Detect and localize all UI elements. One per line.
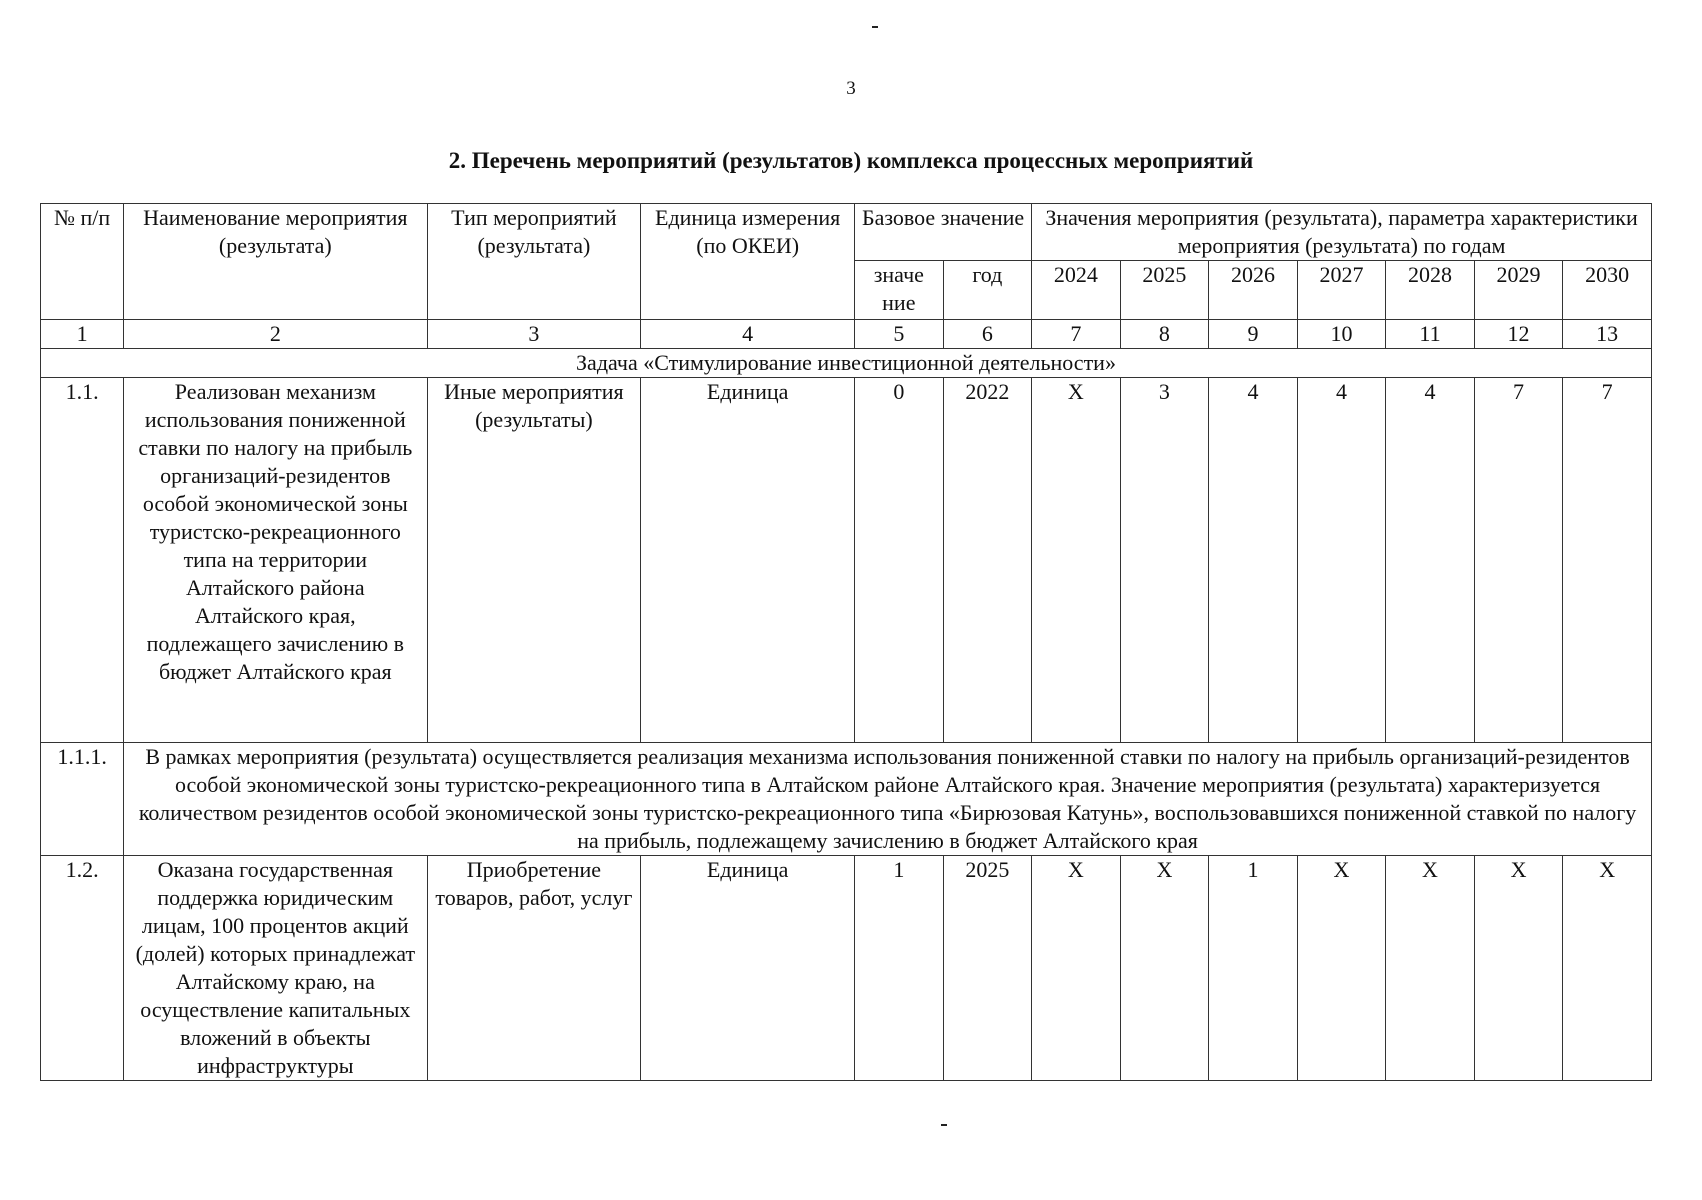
page-number: 3 [846, 78, 856, 99]
row-value-2027: 4 [1297, 378, 1386, 743]
column-number: 2 [124, 320, 427, 349]
header-base-value: значе ние [855, 261, 944, 320]
row-value-2025: X [1120, 856, 1209, 1081]
column-number: 7 [1032, 320, 1121, 349]
row-base-year: 2025 [943, 856, 1032, 1081]
row-num: 1.1.1. [41, 743, 124, 856]
row-value-2026: 1 [1209, 856, 1298, 1081]
top-scan-mark [872, 26, 878, 28]
row-name: Оказана государственная поддержка юридическим лицам, 100 процентов акций (долей) которых принадлежат Алтайскому краю, на осуществление капитальных вложений в объекты инфраструктуры [124, 856, 427, 1081]
header-base: Базовое значение [855, 204, 1032, 261]
row-value-2025: 3 [1120, 378, 1209, 743]
row-base-value: 1 [855, 856, 944, 1081]
row-value-2026: 4 [1209, 378, 1298, 743]
table-row [41, 378, 1652, 743]
column-number: 1 [41, 320, 124, 349]
header-year-2027: 2027 [1297, 261, 1386, 320]
header-year-2028: 2028 [1386, 261, 1475, 320]
bottom-scan-mark [941, 1124, 947, 1126]
column-number: 4 [641, 320, 855, 349]
header-year-2029: 2029 [1474, 261, 1563, 320]
row-value-2027: X [1297, 856, 1386, 1081]
column-number: 12 [1474, 320, 1563, 349]
row-value-2028: 4 [1386, 378, 1475, 743]
row-unit: Единица [641, 856, 855, 1081]
header-type: Тип мероприятий (результата) [427, 204, 641, 320]
table-row [41, 856, 1652, 1081]
row-description: В рамках мероприятия (результата) осуществляется реализация механизма использования пониженной ставки по налогу на прибыль организаций-резидентов особой экономической зоны туристско-рекреационного типа в Алтайском районе Алтайского края. Значение мероприятия (результата) характеризуется количеством резидентов особой экономической зоны туристско-рекреационного типа «Бирюзовая Катунь», воспользовавшихся пониженной ставкой по налогу на прибыль, подлежащему зачислению в бюджет Алтайского края [124, 743, 1652, 856]
header-values: Значения мероприятия (результата), параметра характеристики мероприятия (результата) по годам [1032, 204, 1652, 261]
column-number: 6 [943, 320, 1032, 349]
row-value-2030: X [1563, 856, 1652, 1081]
row-num: 1.2. [41, 856, 124, 1081]
row-name: Реализован механизм использования пониженной ставки по налогу на прибыль организаций-резидентов особой экономической зоны туристско-рекреационного типа на территории Алтайского района Алтайского края, подлежащего зачислению в бюджет Алтайского края [124, 378, 427, 743]
row-num: 1.1. [41, 378, 124, 743]
row-unit: Единица [641, 378, 855, 743]
activities-table [40, 203, 1652, 1081]
header-num: № п/п [41, 204, 124, 320]
header-base-year: год [943, 261, 1032, 320]
column-number: 5 [855, 320, 944, 349]
header-name: Наименование мероприятия (результата) [124, 204, 427, 320]
header-year-2025: 2025 [1120, 261, 1209, 320]
row-base-value: 0 [855, 378, 944, 743]
row-value-2029: X [1474, 856, 1563, 1081]
column-number: 11 [1386, 320, 1475, 349]
section-title: 2. Перечень мероприятий (результатов) комплекса процессных мероприятий [448, 148, 1254, 173]
column-number: 10 [1297, 320, 1386, 349]
header-unit: Единица измерения (по ОКЕИ) [641, 204, 855, 320]
row-value-2024: X [1032, 378, 1121, 743]
row-value-2028: X [1386, 856, 1475, 1081]
column-number: 8 [1120, 320, 1209, 349]
task-title: Задача «Стимулирование инвестиционной деятельности» [41, 349, 1652, 378]
column-number: 3 [427, 320, 641, 349]
row-value-2030: 7 [1563, 378, 1652, 743]
column-numbers-row [41, 320, 1652, 349]
column-number: 9 [1209, 320, 1298, 349]
header-year-2026: 2026 [1209, 261, 1298, 320]
column-number: 13 [1563, 320, 1652, 349]
row-type: Приобретение товаров, работ, услуг [427, 856, 641, 1081]
description-row [41, 743, 1652, 856]
header-year-2030: 2030 [1563, 261, 1652, 320]
row-value-2024: X [1032, 856, 1121, 1081]
row-base-year: 2022 [943, 378, 1032, 743]
row-type: Иные мероприятия (результаты) [427, 378, 641, 743]
header-year-2024: 2024 [1032, 261, 1121, 320]
row-value-2029: 7 [1474, 378, 1563, 743]
task-row [41, 349, 1652, 378]
